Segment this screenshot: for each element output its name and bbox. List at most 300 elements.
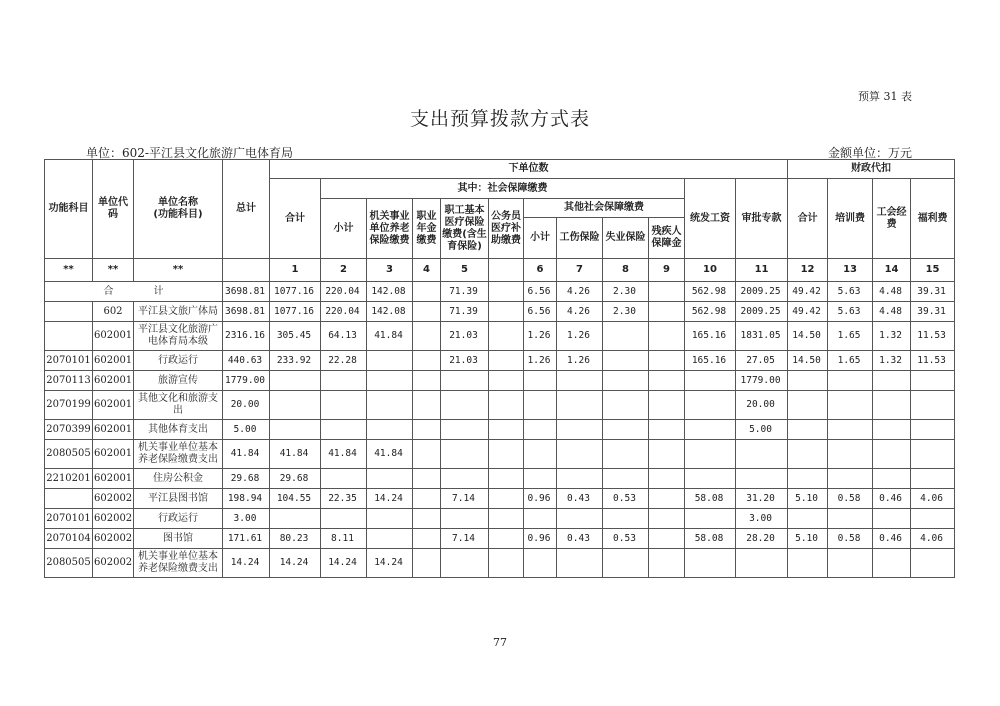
- amount-cell: [649, 351, 685, 371]
- amount-cell: [828, 549, 873, 578]
- amount-cell: [321, 469, 367, 489]
- amount-cell: 39.31: [911, 302, 955, 322]
- amount-cell: 562.98: [685, 282, 736, 302]
- amount-cell: 1831.05: [736, 322, 788, 351]
- table-row: [45, 322, 955, 351]
- col-num: 9: [649, 259, 685, 282]
- amount-cell: 142.08: [367, 302, 413, 322]
- unit-label: 单位：602-平江县文化旅游广电体育局: [86, 146, 293, 160]
- amount-cell: [557, 509, 603, 529]
- amount-cell: [441, 420, 489, 440]
- amount-cell: 198.94: [223, 489, 270, 509]
- amount-cell: 7.14: [441, 489, 489, 509]
- amount-cell: 165.16: [685, 351, 736, 371]
- unit-code-cell: 602001: [93, 322, 134, 351]
- amount-cell: [603, 440, 649, 469]
- amount-cell: [413, 420, 441, 440]
- amount-cell: 233.92: [270, 351, 321, 371]
- amount-cell: 2316.16: [223, 322, 270, 351]
- amount-cell: [603, 549, 649, 578]
- amount-cell: [911, 440, 955, 469]
- amount-cell: [367, 529, 413, 549]
- amount-cell: [489, 282, 524, 302]
- amount-cell: [367, 509, 413, 529]
- amount-cell: 0.58: [828, 529, 873, 549]
- amount-cell: [489, 420, 524, 440]
- col-num: 2: [321, 259, 367, 282]
- amount-cell: [649, 440, 685, 469]
- unit-name-cell: 住房公积金: [134, 469, 223, 489]
- amount-cell: [489, 351, 524, 371]
- amount-cell: [873, 469, 911, 489]
- amount-cell: 0.96: [524, 529, 557, 549]
- amount-cell: [649, 420, 685, 440]
- amount-cell: 5.00: [223, 420, 270, 440]
- amount-cell: 41.84: [321, 440, 367, 469]
- amount-cell: [321, 420, 367, 440]
- amount-cell: [873, 509, 911, 529]
- func-code-cell: 2070199: [45, 391, 93, 420]
- amount-cell: 21.03: [441, 322, 489, 351]
- unit-code-cell: 602001: [93, 391, 134, 420]
- amount-cell: [649, 509, 685, 529]
- amount-cell: 305.45: [270, 322, 321, 351]
- amount-cell: [413, 351, 441, 371]
- amount-cell: [603, 351, 649, 371]
- amount-cell: [788, 549, 828, 578]
- amount-cell: [413, 391, 441, 420]
- amount-cell: 0.96: [524, 489, 557, 509]
- page-title: 支出预算拨款方式表: [409, 108, 590, 130]
- amount-cell: 8.11: [321, 529, 367, 549]
- amount-cell: 71.39: [441, 302, 489, 322]
- col-num: 4: [413, 259, 441, 282]
- unit-code-cell: 602: [93, 302, 134, 322]
- col-num: **: [45, 259, 93, 282]
- amount-cell: [489, 322, 524, 351]
- amount-cell: 64.13: [321, 322, 367, 351]
- amount-cell: 27.05: [736, 351, 788, 371]
- amount-cell: [489, 489, 524, 509]
- amount-cell: [603, 469, 649, 489]
- amount-cell: [649, 371, 685, 391]
- amount-cell: 440.63: [223, 351, 270, 371]
- amount-cell: [685, 549, 736, 578]
- unit-code-cell: 602002: [93, 509, 134, 529]
- header-other-social: 其他社会保障缴费: [524, 199, 685, 218]
- amount-cell: 14.24: [321, 549, 367, 578]
- amount-cell: [788, 509, 828, 529]
- amount-cell: 0.43: [557, 529, 603, 549]
- amount-cell: [367, 371, 413, 391]
- amount-cell: 171.61: [223, 529, 270, 549]
- amount-cell: 142.08: [367, 282, 413, 302]
- header-unit-name: 单位名称 (功能科目): [134, 160, 223, 259]
- amount-cell: [441, 371, 489, 391]
- amount-cell: [557, 440, 603, 469]
- amount-cell: [524, 509, 557, 529]
- amount-cell: [649, 549, 685, 578]
- table-row: [45, 371, 955, 391]
- amount-cell: 1.65: [828, 351, 873, 371]
- amount-cell: [524, 469, 557, 489]
- amount-cell: [873, 549, 911, 578]
- amount-cell: [321, 391, 367, 420]
- amount-cell: 2.30: [603, 282, 649, 302]
- amount-cell: [557, 391, 603, 420]
- amount-cell: 20.00: [736, 391, 788, 420]
- amount-cell: 165.16: [685, 322, 736, 351]
- header-training: 培训费: [828, 179, 873, 259]
- amount-cell: [524, 420, 557, 440]
- table-row: [45, 549, 955, 578]
- func-code-cell: 2080505: [45, 440, 93, 469]
- amount-cell: 4.48: [873, 302, 911, 322]
- amount-cell: [828, 391, 873, 420]
- amount-cell: 41.84: [367, 440, 413, 469]
- amount-cell: [367, 469, 413, 489]
- amount-cell: [873, 391, 911, 420]
- amount-cell: 1.26: [557, 351, 603, 371]
- amount-cell: [489, 509, 524, 529]
- func-code-cell: 2080505: [45, 549, 93, 578]
- table-row: [45, 469, 955, 489]
- amount-cell: [603, 391, 649, 420]
- header-welfare: 福利费: [911, 179, 955, 259]
- col-num: 12: [788, 259, 828, 282]
- unit-code-cell: 602001: [93, 469, 134, 489]
- amount-cell: [788, 391, 828, 420]
- unit-name-cell: 旅游宣传: [134, 371, 223, 391]
- func-code-cell: [45, 489, 93, 509]
- amount-cell: [321, 371, 367, 391]
- func-code-cell: 2070399: [45, 420, 93, 440]
- amount-cell: [685, 391, 736, 420]
- col-num: [223, 259, 270, 282]
- amount-cell: [367, 420, 413, 440]
- amount-cell: [413, 489, 441, 509]
- amount-cell: [489, 549, 524, 578]
- unit-code-cell: 602002: [93, 549, 134, 578]
- amount-cell: [270, 420, 321, 440]
- amount-cell: [685, 509, 736, 529]
- amount-cell: 28.20: [736, 529, 788, 549]
- amount-cell: [413, 322, 441, 351]
- amount-cell: [736, 469, 788, 489]
- amount-cell: [788, 440, 828, 469]
- amount-cell: 21.03: [441, 351, 489, 371]
- header-approved-special: 审批专款: [736, 179, 788, 259]
- amount-cell: [649, 322, 685, 351]
- table-row: [45, 509, 955, 529]
- amount-cell: [524, 549, 557, 578]
- amount-cell: 220.04: [321, 302, 367, 322]
- amount-cell: 11.53: [911, 351, 955, 371]
- amount-cell: [413, 282, 441, 302]
- amount-cell: [557, 549, 603, 578]
- col-num: 10: [685, 259, 736, 282]
- amount-cell: [489, 302, 524, 322]
- amount-cell: 49.42: [788, 302, 828, 322]
- amount-cell: [736, 440, 788, 469]
- amount-cell: 5.63: [828, 282, 873, 302]
- amount-cell: [911, 420, 955, 440]
- unit-name-cell: 其他文化和旅游支出: [134, 391, 223, 420]
- col-num: 15: [911, 259, 955, 282]
- amount-cell: [413, 469, 441, 489]
- amount-cell: 0.53: [603, 489, 649, 509]
- amount-cell: 58.08: [685, 489, 736, 509]
- amount-cell: [524, 371, 557, 391]
- amount-cell: 220.04: [321, 282, 367, 302]
- amount-cell: [441, 469, 489, 489]
- amount-cell: 3698.81: [223, 282, 270, 302]
- amount-cell: [557, 469, 603, 489]
- amount-cell: 3698.81: [223, 302, 270, 322]
- header-of-which-social: 其中：社会保障缴费: [321, 179, 685, 199]
- func-code-cell: 2070104: [45, 529, 93, 549]
- header-medical: 职工基本医疗保险缴费(含生育保险): [441, 199, 489, 259]
- amount-cell: 6.56: [524, 302, 557, 322]
- amount-cell: [489, 529, 524, 549]
- amount-cell: 2009.25: [736, 282, 788, 302]
- table-row: [45, 529, 955, 549]
- unit-code-cell: 602001: [93, 351, 134, 371]
- amount-cell: 0.53: [603, 529, 649, 549]
- amount-cell: 5.00: [736, 420, 788, 440]
- col-num: 11: [736, 259, 788, 282]
- amount-unit-label: 金额单位：万元: [827, 146, 912, 160]
- amount-cell: [489, 469, 524, 489]
- amount-cell: [649, 282, 685, 302]
- amount-cell: [413, 302, 441, 322]
- amount-cell: 562.98: [685, 302, 736, 322]
- amount-cell: [911, 549, 955, 578]
- amount-cell: [828, 371, 873, 391]
- col-num: 13: [828, 259, 873, 282]
- table-row: [45, 391, 955, 420]
- col-num: 3: [367, 259, 413, 282]
- header-union: 工会经费: [873, 179, 911, 259]
- amount-cell: [489, 440, 524, 469]
- amount-cell: [911, 469, 955, 489]
- header-pension: 机关事业单位养老保险缴费: [367, 199, 413, 259]
- unit-name-cell: 行政运行: [134, 509, 223, 529]
- amount-cell: [367, 391, 413, 420]
- amount-cell: 1077.16: [270, 302, 321, 322]
- amount-cell: [489, 391, 524, 420]
- amount-cell: [828, 469, 873, 489]
- table-body: [45, 282, 955, 578]
- amount-cell: 14.50: [788, 322, 828, 351]
- amount-cell: [873, 440, 911, 469]
- header-unified-salary: 统发工资: [685, 179, 736, 259]
- amount-cell: [828, 420, 873, 440]
- amount-cell: [873, 420, 911, 440]
- page-number: 77: [493, 636, 507, 649]
- amount-cell: 1.26: [524, 322, 557, 351]
- unit-code-cell: 602001: [93, 440, 134, 469]
- budget-table: [44, 159, 955, 578]
- amount-cell: 7.14: [441, 529, 489, 549]
- unit-code-cell: 602002: [93, 489, 134, 509]
- header-other-subtotal: 小计: [524, 218, 557, 259]
- amount-cell: [524, 440, 557, 469]
- amount-cell: 3.00: [223, 509, 270, 529]
- col-num: 6: [524, 259, 557, 282]
- col-num: **: [93, 259, 134, 282]
- amount-cell: [649, 391, 685, 420]
- amount-cell: [524, 391, 557, 420]
- unit-name-cell: 平江县图书馆: [134, 489, 223, 509]
- amount-cell: [270, 391, 321, 420]
- amount-cell: 29.68: [270, 469, 321, 489]
- amount-cell: 1.32: [873, 322, 911, 351]
- amount-cell: [413, 509, 441, 529]
- amount-cell: 2009.25: [736, 302, 788, 322]
- header-fd-total: 合计: [788, 179, 828, 259]
- amount-cell: [413, 371, 441, 391]
- amount-cell: [685, 469, 736, 489]
- unit-code-cell: 602001: [93, 371, 134, 391]
- func-code-cell: [45, 302, 93, 322]
- amount-cell: [441, 440, 489, 469]
- amount-cell: [788, 420, 828, 440]
- unit-name-cell: 图书馆: [134, 529, 223, 549]
- amount-cell: [788, 469, 828, 489]
- col-num: 7: [557, 259, 603, 282]
- func-code-cell: 2070101: [45, 351, 93, 371]
- amount-cell: 22.28: [321, 351, 367, 371]
- func-code-cell: [45, 322, 93, 351]
- amount-cell: 14.24: [223, 549, 270, 578]
- amount-cell: 5.63: [828, 302, 873, 322]
- amount-cell: 1077.16: [270, 282, 321, 302]
- amount-cell: [649, 489, 685, 509]
- amount-cell: 20.00: [223, 391, 270, 420]
- unit-code-cell: 602002: [93, 529, 134, 549]
- amount-cell: 41.84: [270, 440, 321, 469]
- amount-cell: [911, 371, 955, 391]
- table-number: 预算 31 表: [858, 90, 912, 103]
- amount-cell: 1.32: [873, 351, 911, 371]
- header-lower-units: 下单位数: [270, 160, 788, 179]
- header-total: 总计: [223, 160, 270, 259]
- unit-code-cell: 602001: [93, 420, 134, 440]
- amount-cell: 5.10: [788, 529, 828, 549]
- header-subtotal-b: 小计: [321, 199, 367, 259]
- table-row: [45, 282, 955, 302]
- unit-name-cell: 平江县文化旅游广电体育局本级: [134, 322, 223, 351]
- amount-cell: [911, 391, 955, 420]
- amount-cell: [441, 549, 489, 578]
- amount-cell: [441, 509, 489, 529]
- unit-name-cell: 行政运行: [134, 351, 223, 371]
- table-row: [45, 351, 955, 371]
- amount-cell: [321, 509, 367, 529]
- amount-cell: [685, 440, 736, 469]
- amount-cell: 5.10: [788, 489, 828, 509]
- header-civil-medical: 公务员医疗补助缴费: [489, 199, 524, 259]
- amount-cell: 4.26: [557, 282, 603, 302]
- amount-cell: [413, 440, 441, 469]
- header-disabled: 残疾人保障金: [649, 218, 685, 259]
- amount-cell: [270, 371, 321, 391]
- amount-cell: 14.24: [367, 549, 413, 578]
- amount-cell: [489, 371, 524, 391]
- amount-cell: 4.06: [911, 529, 955, 549]
- amount-cell: 49.42: [788, 282, 828, 302]
- amount-cell: 14.24: [270, 549, 321, 578]
- amount-cell: 14.24: [367, 489, 413, 509]
- unit-name-cell: 其他体育支出: [134, 420, 223, 440]
- amount-cell: 31.20: [736, 489, 788, 509]
- table-row: [45, 420, 955, 440]
- header-func-subject: 功能科目: [45, 160, 93, 259]
- table-row: [45, 302, 955, 322]
- amount-cell: 0.58: [828, 489, 873, 509]
- amount-cell: [788, 371, 828, 391]
- amount-cell: 4.48: [873, 282, 911, 302]
- amount-cell: [649, 469, 685, 489]
- amount-cell: [441, 391, 489, 420]
- amount-cell: [736, 549, 788, 578]
- amount-cell: 80.23: [270, 529, 321, 549]
- amount-cell: 14.50: [788, 351, 828, 371]
- amount-cell: 11.53: [911, 322, 955, 351]
- amount-cell: [828, 440, 873, 469]
- table-row: [45, 440, 955, 469]
- func-code-cell: 2070101: [45, 509, 93, 529]
- amount-cell: [603, 371, 649, 391]
- header-finance-deduct: 财政代扣: [788, 160, 955, 179]
- column-number-row: [45, 259, 955, 282]
- amount-cell: [413, 529, 441, 549]
- unit-name-cell: 平江县文旅广体局: [134, 302, 223, 322]
- table-row: [45, 489, 955, 509]
- header-injury: 工伤保险: [557, 218, 603, 259]
- amount-cell: 39.31: [911, 282, 955, 302]
- amount-cell: 41.84: [223, 440, 270, 469]
- col-num: 8: [603, 259, 649, 282]
- amount-cell: 1.26: [524, 351, 557, 371]
- amount-cell: [685, 371, 736, 391]
- amount-cell: 0.46: [873, 489, 911, 509]
- amount-cell: 104.55: [270, 489, 321, 509]
- amount-cell: [603, 509, 649, 529]
- amount-cell: 29.68: [223, 469, 270, 489]
- amount-cell: [649, 529, 685, 549]
- amount-cell: 2.30: [603, 302, 649, 322]
- amount-cell: [873, 371, 911, 391]
- amount-cell: [685, 420, 736, 440]
- amount-cell: 0.46: [873, 529, 911, 549]
- header-unit-code: 单位代码: [93, 160, 134, 259]
- amount-cell: [413, 549, 441, 578]
- amount-cell: 1779.00: [736, 371, 788, 391]
- amount-cell: [367, 351, 413, 371]
- amount-cell: [828, 509, 873, 529]
- amount-cell: 1.26: [557, 322, 603, 351]
- col-num: [489, 259, 524, 282]
- total-row-label: 合 计: [45, 282, 223, 302]
- col-num: **: [134, 259, 223, 282]
- amount-cell: [557, 420, 603, 440]
- amount-cell: 0.43: [557, 489, 603, 509]
- header-unemployment: 失业保险: [603, 218, 649, 259]
- amount-cell: 4.26: [557, 302, 603, 322]
- col-num: 5: [441, 259, 489, 282]
